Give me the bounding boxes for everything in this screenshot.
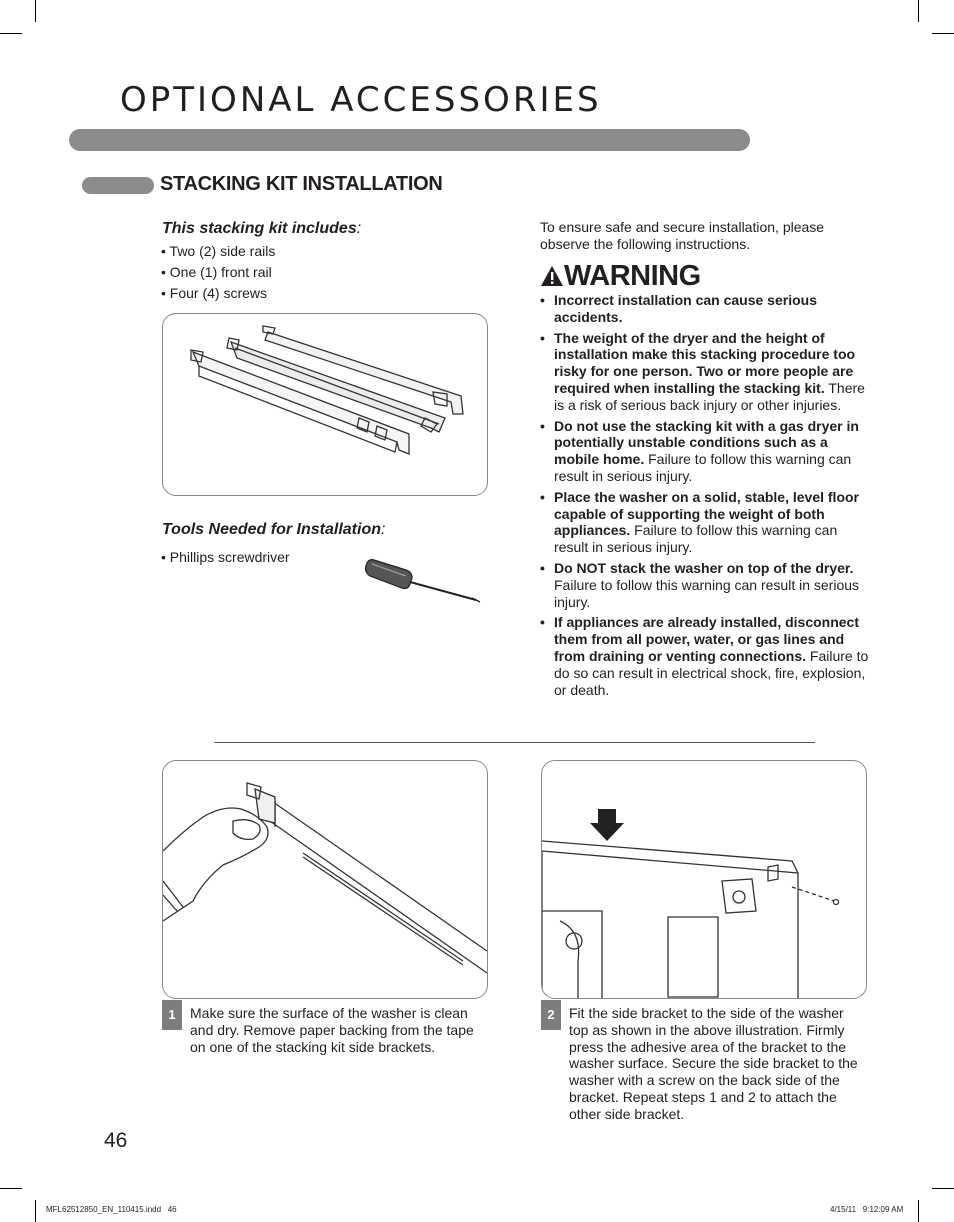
warning-item-text: Failure to follow this warning can result in serious injury. (554, 451, 852, 484)
warning-item-text: There is a risk of serious back injury or other injuries. (554, 379, 865, 413)
crop-mark (932, 1188, 954, 1189)
footer-timestamp: 4/15/11 9:12:09 AM (830, 1205, 904, 1214)
kit-heading-text: This stacking kit includes (162, 220, 357, 237)
warning-item-text: Failure to follow this warning can result in serious injury. (554, 522, 838, 556)
crop-mark (932, 33, 954, 34)
warning-item-bold: If appliances are already installed, disconnect them from all power, water, or gas lines and from draining or venting connections. (554, 614, 860, 664)
kit-heading-colon: : (356, 220, 362, 237)
step-1-text: Make sure the surface of the washer is clean and dry. Remove paper backing from the tape on one of the stacking kit side brackets. (190, 1005, 474, 1055)
step-2-text: Fit the side bracket to the side of the washer top as shown in the above illustration. Firmly press the adhesive area of the bracket to the washer surface. Secure the side bracket to the washer with a screw on the back side of the bracket. Repeat steps 1 and 2 to attach the other side bracket. (569, 1005, 858, 1122)
kit-item: • Four (4) screws (161, 285, 268, 301)
section-divider (214, 742, 815, 743)
warning-heading (540, 260, 701, 295)
warning-item-bold: Do not use the stacking kit with a gas dryer in potentially unstable conditions such as a mobile home. (554, 417, 859, 468)
warning-item-text: Failure to follow this warning can result in serious injury. (554, 576, 860, 610)
rails-illustration (163, 314, 487, 495)
warning-label: WARNING (564, 260, 701, 292)
footer-file: MFL62512850_EN_110415.indd 46 (46, 1205, 177, 1214)
crop-mark (0, 1188, 22, 1189)
warning-item (540, 489, 870, 556)
warning-item-bold: The weight of the dryer and the height of installation make this stacking procedure too risky for one person. Two or more people are required when installing the stacking kit. (554, 329, 856, 396)
warning-item (540, 560, 870, 610)
tools-item: • Phillips screwdriver (161, 549, 290, 565)
kit-item: • Two (2) side rails (161, 243, 276, 259)
section-pill (82, 177, 154, 194)
step-1-image (162, 760, 488, 999)
crop-mark (918, 1200, 919, 1222)
tools-list (161, 547, 290, 568)
warning-triangle-icon (540, 262, 564, 295)
tools-heading-text: Tools Needed for Installation (162, 521, 381, 538)
step-2-image (541, 760, 867, 999)
kit-list (161, 241, 275, 304)
washer-bracket-illustration (542, 761, 866, 998)
warning-list (540, 292, 870, 702)
crop-mark (35, 0, 36, 22)
tools-heading (162, 521, 385, 539)
screwdriver-icon (362, 558, 484, 606)
warning-item (540, 614, 870, 698)
warning-item-text: Failure to do so can result in electrical shock, fire, explosion, or death. (554, 647, 869, 698)
title-bar (69, 129, 750, 151)
section-title: STACKING KIT INSTALLATION (160, 173, 443, 195)
warning-item (540, 330, 870, 414)
warning-item-bold: Do NOT stack the washer on top of the dryer. (554, 559, 854, 576)
hand-bracket-illustration (163, 761, 487, 998)
stacking-kit-image (162, 313, 488, 496)
down-arrow-icon (590, 809, 624, 841)
warning-item (540, 418, 870, 485)
warning-item-bold: Place the washer on a solid, stable, level floor capable of supporting the weight of both appliances. (554, 488, 859, 539)
warning-item (540, 292, 870, 326)
step-2-badge: 2 (541, 1000, 561, 1030)
page-title: OPTIONAL ACCESSORIES (120, 80, 602, 120)
crop-mark (0, 33, 22, 34)
kit-heading (162, 220, 361, 238)
tools-heading-colon: : (380, 521, 386, 538)
intro-text: To ensure safe and secure installation, please observe the following instructions. (540, 219, 825, 252)
warning-item-bold: Incorrect installation can cause serious accidents. (554, 292, 817, 325)
page-number: 46 (104, 1129, 128, 1152)
step-1-badge: 1 (162, 1000, 182, 1030)
kit-item: • One (1) front rail (161, 264, 272, 280)
crop-mark (918, 0, 919, 22)
crop-mark (35, 1200, 36, 1222)
